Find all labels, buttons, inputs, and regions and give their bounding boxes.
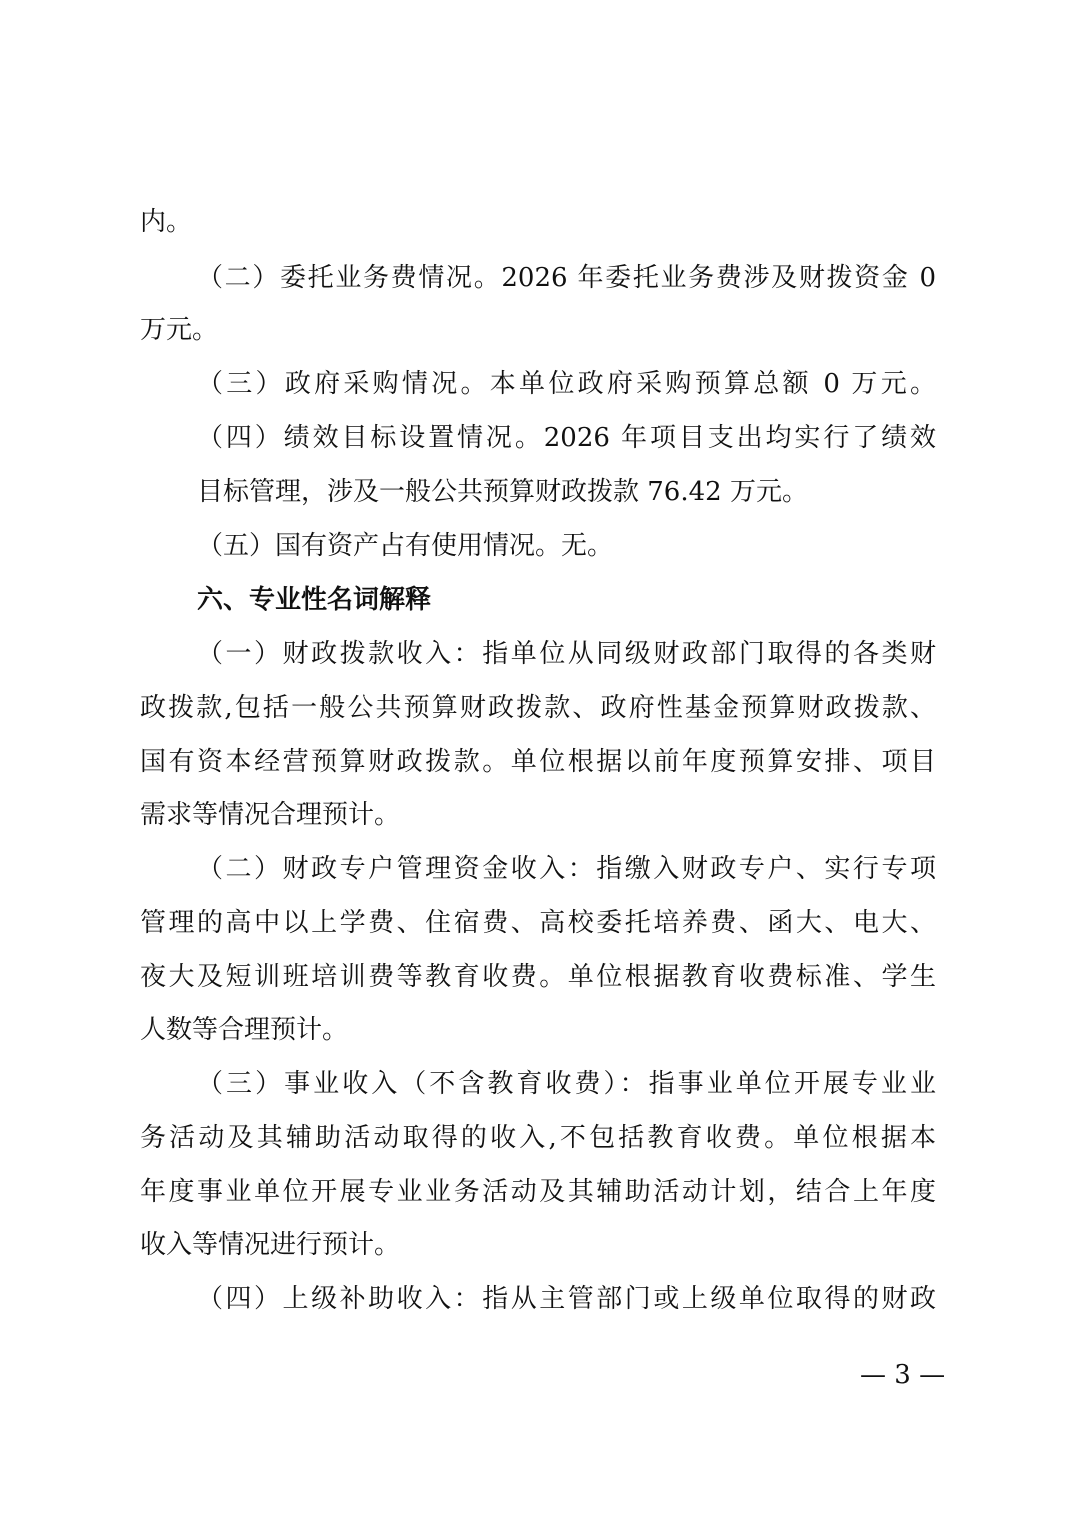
- term-label: （五）国有资产占有使用情况。: [197, 531, 562, 561]
- line-text: 年度事业单位开展专业业务活动及其辅助活动计划，结合上年度: [140, 1177, 936, 1207]
- line-text: 人数等合理预计。: [140, 1015, 349, 1045]
- text-line: [140, 1228, 936, 1262]
- line-text: 务活动及其辅助活动取得的收入,不包括教育收费。单位根据本: [140, 1123, 936, 1153]
- text-line: [140, 798, 936, 832]
- text-line: [197, 1282, 936, 1316]
- line-text: 指缴入财政专户、实行专项: [596, 854, 936, 884]
- line-text: 指单位从同级财政部门取得的各类财: [482, 639, 936, 669]
- line-text: 政拨款,包括一般公共预算财政拨款、政府性基金预算财政拨款、: [140, 693, 936, 723]
- text-line: [140, 906, 936, 940]
- term-label: （二）委托业务费情况。: [197, 263, 502, 293]
- text-line: [197, 852, 936, 886]
- line-text: 2026 年项目支出均实行了绩效: [543, 423, 936, 453]
- text-line: [140, 691, 936, 725]
- text-line: [140, 205, 936, 239]
- line-text: 指事业单位开展专业业: [648, 1069, 936, 1099]
- text-line: [197, 421, 936, 455]
- line-text: 2026 年委托业务费涉及财拨资金 0: [501, 263, 936, 293]
- text-line: [140, 1121, 936, 1155]
- line-text: 需求等情况合理预计。: [140, 800, 401, 830]
- term-label: （三）事业收入（不含教育收费）：: [197, 1069, 649, 1099]
- text-line: [140, 1175, 936, 1209]
- text-line: [197, 529, 936, 563]
- text-line: [140, 960, 936, 994]
- text-line: [197, 367, 936, 401]
- term-label: （一）财政拨款收入：: [197, 639, 483, 669]
- line-text: 无。: [561, 531, 614, 561]
- term-label: （四）上级补助收入：: [197, 1284, 483, 1314]
- term-label: （四）绩效目标设置情况。: [197, 423, 544, 453]
- line-text: 国有资本经营预算财政拨款。单位根据以前年度预算安排、项目: [140, 747, 936, 777]
- text-line: [197, 1067, 936, 1101]
- line-text: 本单位政府采购预算总额 0 万元。: [489, 369, 936, 399]
- line-text: 收入等情况进行预计。: [140, 1230, 401, 1260]
- section-heading: [197, 583, 936, 617]
- text-line: [197, 637, 936, 671]
- line-text: 管理的高中以上学费、住宿费、高校委托培养费、函大、电大、: [140, 908, 936, 938]
- heading-text: 六、专业性名词解释: [197, 585, 432, 615]
- text-line: [197, 475, 936, 509]
- term-label: （二）财政专户管理资金收入：: [197, 854, 597, 884]
- line-text: 目标管理，涉及一般公共预算财政拨款 76.42 万元。: [197, 477, 808, 507]
- line-text: 指从主管部门或上级单位取得的财政: [482, 1284, 936, 1314]
- text-line: [197, 261, 936, 295]
- text-line: [140, 745, 936, 779]
- text-line: [140, 313, 936, 347]
- term-label: （三）政府采购情况。: [197, 369, 490, 399]
- text-line: [140, 1013, 936, 1047]
- line-text: 万元。: [140, 315, 219, 345]
- line-text: 内。: [140, 207, 193, 237]
- page-number: — 3 —: [860, 1360, 946, 1390]
- line-text: 夜大及短训班培训费等教育收费。单位根据教育收费标准、学生: [140, 962, 936, 992]
